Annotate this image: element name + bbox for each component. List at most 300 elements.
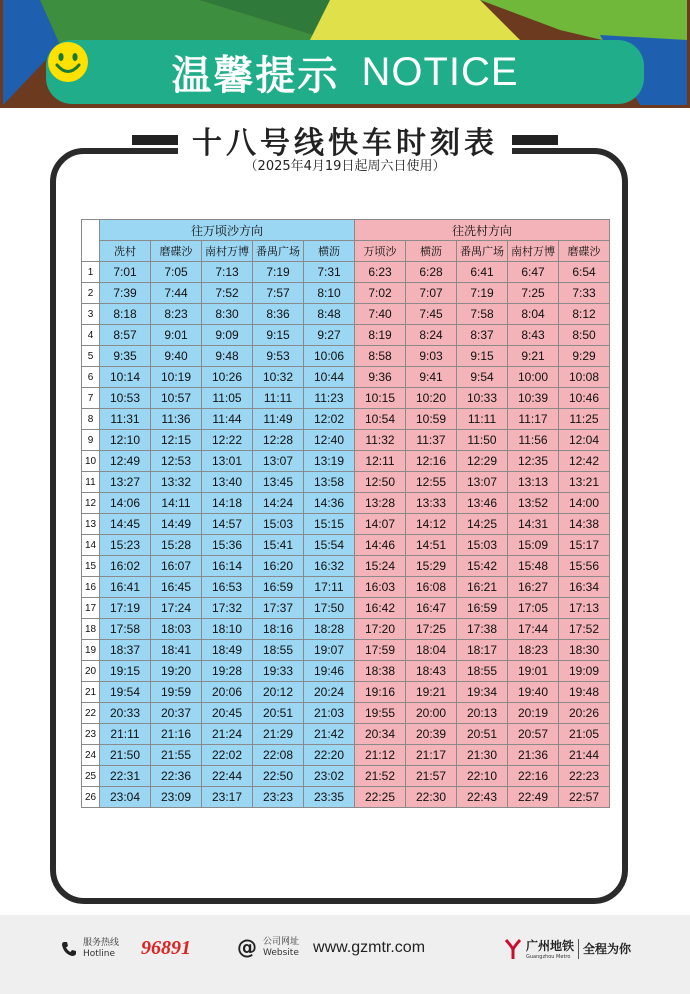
departure-time: 7:33 <box>559 283 610 304</box>
row-index: 20 <box>82 661 100 682</box>
departure-time: 8:18 <box>100 304 151 325</box>
departure-time: 22:50 <box>253 766 304 787</box>
table-row <box>82 367 610 388</box>
departure-time: 9:03 <box>406 346 457 367</box>
departure-time: 15:17 <box>559 535 610 556</box>
departure-time: 23:04 <box>100 787 151 808</box>
row-index: 25 <box>82 766 100 787</box>
departure-time: 16:08 <box>406 577 457 598</box>
table-row <box>82 745 610 766</box>
direction-header-wanqingsha: 往万顷沙方向 <box>100 220 355 241</box>
departure-time: 18:55 <box>253 640 304 661</box>
departure-time: 9:41 <box>406 367 457 388</box>
departure-time: 10:08 <box>559 367 610 388</box>
table-row <box>82 514 610 535</box>
departure-time: 11:05 <box>202 388 253 409</box>
departure-time: 22:43 <box>457 787 508 808</box>
departure-time: 7:19 <box>253 262 304 283</box>
departure-time: 6:47 <box>508 262 559 283</box>
departure-time: 23:17 <box>202 787 253 808</box>
departure-time: 7:07 <box>406 283 457 304</box>
departure-time: 12:29 <box>457 451 508 472</box>
departure-time: 19:33 <box>253 661 304 682</box>
departure-time: 13:32 <box>151 472 202 493</box>
departure-time: 11:23 <box>304 388 355 409</box>
departure-time: 15:03 <box>253 514 304 535</box>
table-row <box>82 661 610 682</box>
hotline-block <box>60 937 191 960</box>
departure-time: 7:39 <box>100 283 151 304</box>
footer <box>0 915 690 994</box>
hotline-label-en: Hotline <box>83 948 116 959</box>
departure-time: 14:49 <box>151 514 202 535</box>
departure-time: 10:14 <box>100 367 151 388</box>
metro-logo-icon <box>504 938 522 960</box>
departure-time: 9:09 <box>202 325 253 346</box>
station-header: 横沥 <box>406 241 457 262</box>
departure-time: 22:36 <box>151 766 202 787</box>
departure-time: 11:11 <box>253 388 304 409</box>
notice-title-en: NOTICE <box>361 49 519 94</box>
departure-time: 13:07 <box>457 472 508 493</box>
departure-time: 15:29 <box>406 556 457 577</box>
departure-time: 8:37 <box>457 325 508 346</box>
departure-time: 12:53 <box>151 451 202 472</box>
departure-time: 7:13 <box>202 262 253 283</box>
at-icon <box>236 937 258 959</box>
table-row <box>82 724 610 745</box>
departure-time: 11:44 <box>202 409 253 430</box>
row-index: 16 <box>82 577 100 598</box>
station-header: 磨碟沙 <box>151 241 202 262</box>
row-index: 6 <box>82 367 100 388</box>
departure-time: 12:49 <box>100 451 151 472</box>
departure-time: 9:53 <box>253 346 304 367</box>
row-index: 1 <box>82 262 100 283</box>
departure-time: 22:02 <box>202 745 253 766</box>
table-row <box>82 535 610 556</box>
departure-time: 8:24 <box>406 325 457 346</box>
departure-time: 6:41 <box>457 262 508 283</box>
departure-time: 12:10 <box>100 430 151 451</box>
departure-time: 11:32 <box>355 430 406 451</box>
departure-time: 13:33 <box>406 493 457 514</box>
departure-time: 7:19 <box>457 283 508 304</box>
table-row <box>82 388 610 409</box>
departure-time: 9:40 <box>151 346 202 367</box>
table-row <box>82 472 610 493</box>
row-index: 24 <box>82 745 100 766</box>
departure-time: 9:54 <box>457 367 508 388</box>
table-row <box>82 682 610 703</box>
departure-time: 9:15 <box>253 325 304 346</box>
departure-time: 6:23 <box>355 262 406 283</box>
departure-time: 22:44 <box>202 766 253 787</box>
row-index: 22 <box>82 703 100 724</box>
departure-time: 16:20 <box>253 556 304 577</box>
station-header: 番禺广场 <box>457 241 508 262</box>
departure-time: 9:15 <box>457 346 508 367</box>
row-index: 9 <box>82 430 100 451</box>
departure-time: 21:55 <box>151 745 202 766</box>
departure-time: 7:58 <box>457 304 508 325</box>
departure-time: 22:25 <box>355 787 406 808</box>
departure-time: 10:06 <box>304 346 355 367</box>
departure-time: 16:53 <box>202 577 253 598</box>
departure-time: 19:55 <box>355 703 406 724</box>
table-row <box>82 493 610 514</box>
departure-time: 22:10 <box>457 766 508 787</box>
departure-time: 19:34 <box>457 682 508 703</box>
departure-time: 14:36 <box>304 493 355 514</box>
departure-time: 14:51 <box>406 535 457 556</box>
departure-time: 12:04 <box>559 430 610 451</box>
departure-time: 17:24 <box>151 598 202 619</box>
row-index: 7 <box>82 388 100 409</box>
departure-time: 15:56 <box>559 556 610 577</box>
row-index: 8 <box>82 409 100 430</box>
departure-time: 8:58 <box>355 346 406 367</box>
departure-time: 22:30 <box>406 787 457 808</box>
departure-time: 13:40 <box>202 472 253 493</box>
departure-time: 6:28 <box>406 262 457 283</box>
departure-time: 15:03 <box>457 535 508 556</box>
departure-time: 12:15 <box>151 430 202 451</box>
departure-time: 11:37 <box>406 430 457 451</box>
departure-time: 17:13 <box>559 598 610 619</box>
departure-time: 16:59 <box>253 577 304 598</box>
departure-time: 7:05 <box>151 262 202 283</box>
table-row <box>82 703 610 724</box>
table-row <box>82 409 610 430</box>
departure-time: 14:12 <box>406 514 457 535</box>
departure-time: 17:58 <box>100 619 151 640</box>
table-row <box>82 577 610 598</box>
departure-time: 19:46 <box>304 661 355 682</box>
row-index: 10 <box>82 451 100 472</box>
departure-time: 15:54 <box>304 535 355 556</box>
departure-time: 19:16 <box>355 682 406 703</box>
departure-time: 15:42 <box>457 556 508 577</box>
departure-time: 21:36 <box>508 745 559 766</box>
departure-time: 16:41 <box>100 577 151 598</box>
departure-time: 19:07 <box>304 640 355 661</box>
departure-time: 20:57 <box>508 724 559 745</box>
departure-time: 18:55 <box>457 661 508 682</box>
departure-time: 17:32 <box>202 598 253 619</box>
website-label <box>263 937 299 959</box>
departure-time: 11:31 <box>100 409 151 430</box>
departure-time: 8:12 <box>559 304 610 325</box>
table-row <box>82 766 610 787</box>
departure-time: 13:07 <box>253 451 304 472</box>
departure-time: 15:48 <box>508 556 559 577</box>
departure-time: 12:42 <box>559 451 610 472</box>
departure-time: 18:41 <box>151 640 202 661</box>
departure-time: 9:36 <box>355 367 406 388</box>
departure-time: 20:51 <box>253 703 304 724</box>
departure-time: 9:27 <box>304 325 355 346</box>
departure-time: 7:57 <box>253 283 304 304</box>
departure-time: 12:22 <box>202 430 253 451</box>
departure-time: 20:13 <box>457 703 508 724</box>
row-index: 19 <box>82 640 100 661</box>
departure-time: 19:21 <box>406 682 457 703</box>
departure-time: 20:26 <box>559 703 610 724</box>
departure-time: 20:24 <box>304 682 355 703</box>
departure-time: 14:07 <box>355 514 406 535</box>
departure-time: 15:23 <box>100 535 151 556</box>
departure-time: 21:05 <box>559 724 610 745</box>
departure-time: 23:02 <box>304 766 355 787</box>
departure-time: 8:57 <box>100 325 151 346</box>
top-banner <box>0 0 690 108</box>
hotline-label-cn: 服务热线 <box>83 937 120 948</box>
departure-time: 12:02 <box>304 409 355 430</box>
departure-time: 12:16 <box>406 451 457 472</box>
departure-time: 13:01 <box>202 451 253 472</box>
departure-time: 22:31 <box>100 766 151 787</box>
departure-time: 21:11 <box>100 724 151 745</box>
departure-time: 12:11 <box>355 451 406 472</box>
departure-time: 18:43 <box>406 661 457 682</box>
departure-time: 19:09 <box>559 661 610 682</box>
row-index: 3 <box>82 304 100 325</box>
departure-time: 21:42 <box>304 724 355 745</box>
row-index: 18 <box>82 619 100 640</box>
departure-time: 8:19 <box>355 325 406 346</box>
departure-time: 18:17 <box>457 640 508 661</box>
page-subtitle: （2025年4月19日起周六日使用） <box>244 159 446 174</box>
departure-time: 10:15 <box>355 388 406 409</box>
table-row <box>82 556 610 577</box>
departure-time: 16:07 <box>151 556 202 577</box>
departure-time: 8:30 <box>202 304 253 325</box>
station-header: 南村万博 <box>508 241 559 262</box>
departure-time: 19:54 <box>100 682 151 703</box>
departure-time: 12:50 <box>355 472 406 493</box>
departure-time: 13:19 <box>304 451 355 472</box>
departure-time: 16:45 <box>151 577 202 598</box>
departure-time: 16:14 <box>202 556 253 577</box>
hotline-label <box>83 938 119 960</box>
index-header <box>82 220 100 262</box>
brand-block <box>504 937 631 960</box>
phone-icon <box>60 940 78 958</box>
departure-time: 18:04 <box>406 640 457 661</box>
departure-time: 8:43 <box>508 325 559 346</box>
table-row <box>82 640 610 661</box>
station-header: 万顷沙 <box>355 241 406 262</box>
website-url[interactable]: www.gzmtr.com <box>313 939 426 956</box>
departure-time: 18:28 <box>304 619 355 640</box>
station-header: 冼村 <box>100 241 151 262</box>
departure-time: 23:09 <box>151 787 202 808</box>
departure-time: 13:21 <box>559 472 610 493</box>
departure-time: 20:19 <box>508 703 559 724</box>
row-index: 26 <box>82 787 100 808</box>
website-label-cn: 公司网址 <box>263 937 300 947</box>
departure-time: 14:45 <box>100 514 151 535</box>
brand-slogan: 全程为你 <box>583 942 632 956</box>
departure-time: 11:36 <box>151 409 202 430</box>
departure-time: 6:54 <box>559 262 610 283</box>
brand-name <box>526 937 574 960</box>
departure-time: 20:37 <box>151 703 202 724</box>
departure-time: 17:19 <box>100 598 151 619</box>
station-header: 磨碟沙 <box>559 241 610 262</box>
departure-time: 13:13 <box>508 472 559 493</box>
row-index: 21 <box>82 682 100 703</box>
departure-time: 17:11 <box>304 577 355 598</box>
departure-time: 16:02 <box>100 556 151 577</box>
departure-time: 19:20 <box>151 661 202 682</box>
departure-time: 16:59 <box>457 598 508 619</box>
departure-time: 7:44 <box>151 283 202 304</box>
departure-time: 7:01 <box>100 262 151 283</box>
table-row <box>82 619 610 640</box>
station-header: 南村万博 <box>202 241 253 262</box>
station-header: 横沥 <box>304 241 355 262</box>
departure-time: 7:02 <box>355 283 406 304</box>
table-row <box>82 262 610 283</box>
departure-time: 12:35 <box>508 451 559 472</box>
departure-time: 11:50 <box>457 430 508 451</box>
row-index: 14 <box>82 535 100 556</box>
row-index: 5 <box>82 346 100 367</box>
departure-time: 22:57 <box>559 787 610 808</box>
departure-time: 10:46 <box>559 388 610 409</box>
departure-time: 16:27 <box>508 577 559 598</box>
departure-time: 15:41 <box>253 535 304 556</box>
departure-time: 10:33 <box>457 388 508 409</box>
website-label-en: Website <box>263 948 299 958</box>
website-block <box>236 937 425 959</box>
notice-title-cn: 温馨提示 <box>171 52 340 99</box>
departure-time: 7:45 <box>406 304 457 325</box>
departure-time: 21:52 <box>355 766 406 787</box>
table-row <box>82 283 610 304</box>
departure-time: 14:18 <box>202 493 253 514</box>
table-row <box>82 787 610 808</box>
row-index: 17 <box>82 598 100 619</box>
departure-time: 14:00 <box>559 493 610 514</box>
departure-time: 20:00 <box>406 703 457 724</box>
departure-time: 7:40 <box>355 304 406 325</box>
departure-time: 21:03 <box>304 703 355 724</box>
row-index: 15 <box>82 556 100 577</box>
departure-time: 8:10 <box>304 283 355 304</box>
departure-time: 18:37 <box>100 640 151 661</box>
departure-time: 20:34 <box>355 724 406 745</box>
departure-time: 11:17 <box>508 409 559 430</box>
departure-time: 13:58 <box>304 472 355 493</box>
page-title: 十八号线快车时刻表 <box>178 118 512 162</box>
table-row <box>82 598 610 619</box>
departure-time: 16:42 <box>355 598 406 619</box>
departure-time: 14:57 <box>202 514 253 535</box>
row-index: 23 <box>82 724 100 745</box>
departure-time: 14:06 <box>100 493 151 514</box>
departure-time: 19:28 <box>202 661 253 682</box>
departure-time: 19:59 <box>151 682 202 703</box>
direction-header-xiancun: 往冼村方向 <box>355 220 610 241</box>
departure-time: 10:59 <box>406 409 457 430</box>
departure-time: 13:27 <box>100 472 151 493</box>
departure-time: 19:01 <box>508 661 559 682</box>
departure-time: 16:47 <box>406 598 457 619</box>
departure-time: 19:48 <box>559 682 610 703</box>
departure-time: 10:19 <box>151 367 202 388</box>
departure-time: 10:57 <box>151 388 202 409</box>
table-row <box>82 451 610 472</box>
departure-time: 10:00 <box>508 367 559 388</box>
departure-time: 18:03 <box>151 619 202 640</box>
departure-time: 11:25 <box>559 409 610 430</box>
row-index: 12 <box>82 493 100 514</box>
departure-time: 13:46 <box>457 493 508 514</box>
departure-time: 13:45 <box>253 472 304 493</box>
departure-time: 23:35 <box>304 787 355 808</box>
smiley-icon <box>46 40 90 84</box>
row-index: 11 <box>82 472 100 493</box>
departure-time: 19:15 <box>100 661 151 682</box>
departure-time: 8:04 <box>508 304 559 325</box>
table-row <box>82 304 610 325</box>
departure-time: 22:16 <box>508 766 559 787</box>
departure-time: 17:52 <box>559 619 610 640</box>
departure-time: 11:11 <box>457 409 508 430</box>
departure-time: 8:23 <box>151 304 202 325</box>
departure-time: 17:50 <box>304 598 355 619</box>
departure-time: 10:54 <box>355 409 406 430</box>
notice-pill <box>46 40 644 104</box>
table-row <box>82 430 610 451</box>
departure-time: 21:50 <box>100 745 151 766</box>
table-row <box>82 346 610 367</box>
departure-time: 20:45 <box>202 703 253 724</box>
timetable <box>81 219 610 808</box>
departure-time: 22:20 <box>304 745 355 766</box>
departure-time: 17:25 <box>406 619 457 640</box>
departure-time: 10:26 <box>202 367 253 388</box>
departure-time: 17:37 <box>253 598 304 619</box>
departure-time: 18:49 <box>202 640 253 661</box>
departure-time: 17:20 <box>355 619 406 640</box>
timetable-body <box>82 262 610 808</box>
departure-time: 22:23 <box>559 766 610 787</box>
departure-time: 14:38 <box>559 514 610 535</box>
brand-name-en: Guangzhou Metro <box>526 954 571 960</box>
departure-time: 23:23 <box>253 787 304 808</box>
departure-time: 12:40 <box>304 430 355 451</box>
departure-time: 21:57 <box>406 766 457 787</box>
departure-time: 21:29 <box>253 724 304 745</box>
departure-time: 10:53 <box>100 388 151 409</box>
departure-time: 20:33 <box>100 703 151 724</box>
departure-time: 14:31 <box>508 514 559 535</box>
departure-time: 14:46 <box>355 535 406 556</box>
row-index: 2 <box>82 283 100 304</box>
departure-time: 21:24 <box>202 724 253 745</box>
departure-time: 20:12 <box>253 682 304 703</box>
station-header: 番禺广场 <box>253 241 304 262</box>
departure-time: 9:35 <box>100 346 151 367</box>
departure-time: 8:48 <box>304 304 355 325</box>
brand-divider <box>578 939 579 959</box>
departure-time: 7:52 <box>202 283 253 304</box>
departure-time: 21:12 <box>355 745 406 766</box>
